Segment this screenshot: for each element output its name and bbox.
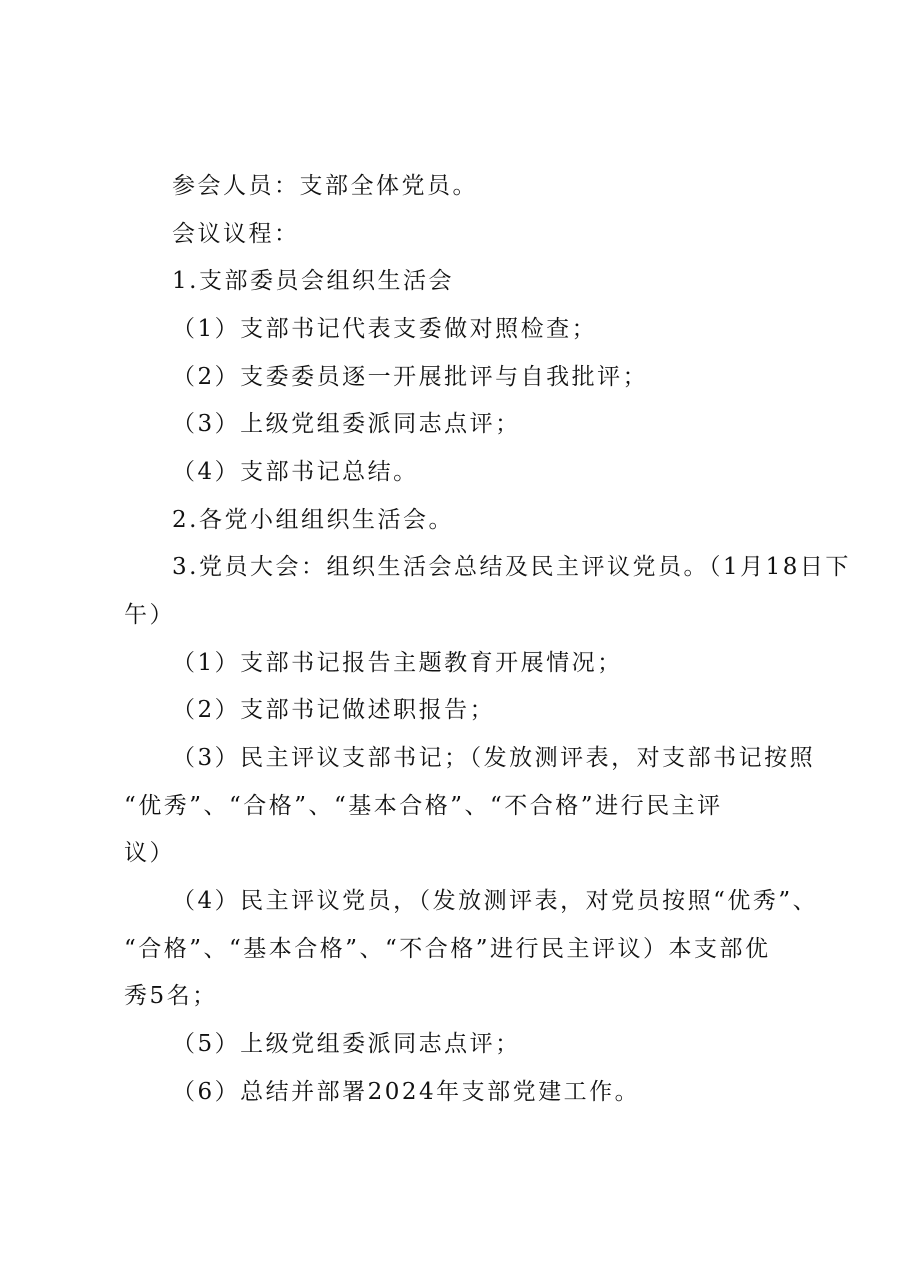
agenda-heading: 会议议程： bbox=[172, 221, 300, 247]
agenda-item-3-sub-1: （1）支部书记报告主题教育开展情况； bbox=[172, 650, 623, 676]
agenda-item-3-sub-4-line-1: （4）民主评议党员，（发放测评表，对党员按照“优秀”、 bbox=[172, 888, 819, 914]
agenda-item-3-sub-6: （6）总结并部署2024年支部党建工作。 bbox=[172, 1079, 641, 1105]
agenda-item-1-sub-4: （4）支部书记总结。 bbox=[172, 459, 419, 485]
agenda-item-1-title: 1.支部委员会组织生活会 bbox=[172, 268, 454, 294]
agenda-item-3-sub-4-line-2: “合格”、“基本合格”、“不合格”进行民主评议）本支部优 bbox=[124, 936, 771, 962]
agenda-item-1-sub-2: （2）支委委员逐一开展批评与自我批评； bbox=[172, 364, 649, 390]
agenda-item-1-sub-1: （1）支部书记代表支委做对照检查； bbox=[172, 316, 598, 342]
attendees-line: 参会人员：支部全体党员。 bbox=[172, 173, 478, 199]
agenda-item-3-sub-3-line-3: 议） bbox=[124, 840, 175, 866]
agenda-item-3-sub-4-line-3: 秀5名； bbox=[124, 983, 218, 1009]
agenda-item-3-sub-3-line-2: “优秀”、“合格”、“基本合格”、“不合格”进行民主评 bbox=[124, 793, 723, 819]
agenda-item-3-title-line-2: 午） bbox=[124, 602, 175, 628]
agenda-item-3-title-line-1: 3.党员大会：组织生活会总结及民主评议党员。（1月18日下 bbox=[172, 554, 851, 580]
agenda-item-3-sub-5: （5）上级党组委派同志点评； bbox=[172, 1031, 521, 1057]
agenda-item-2-title: 2.各党小组组织生活会。 bbox=[172, 507, 454, 533]
agenda-item-3-sub-2: （2）支部书记做述职报告； bbox=[172, 697, 496, 723]
agenda-item-1-sub-3: （3）上级党组委派同志点评； bbox=[172, 411, 521, 437]
agenda-item-3-sub-3-line-1: （3）民主评议支部书记；（发放测评表，对支部书记按照 bbox=[172, 745, 816, 771]
